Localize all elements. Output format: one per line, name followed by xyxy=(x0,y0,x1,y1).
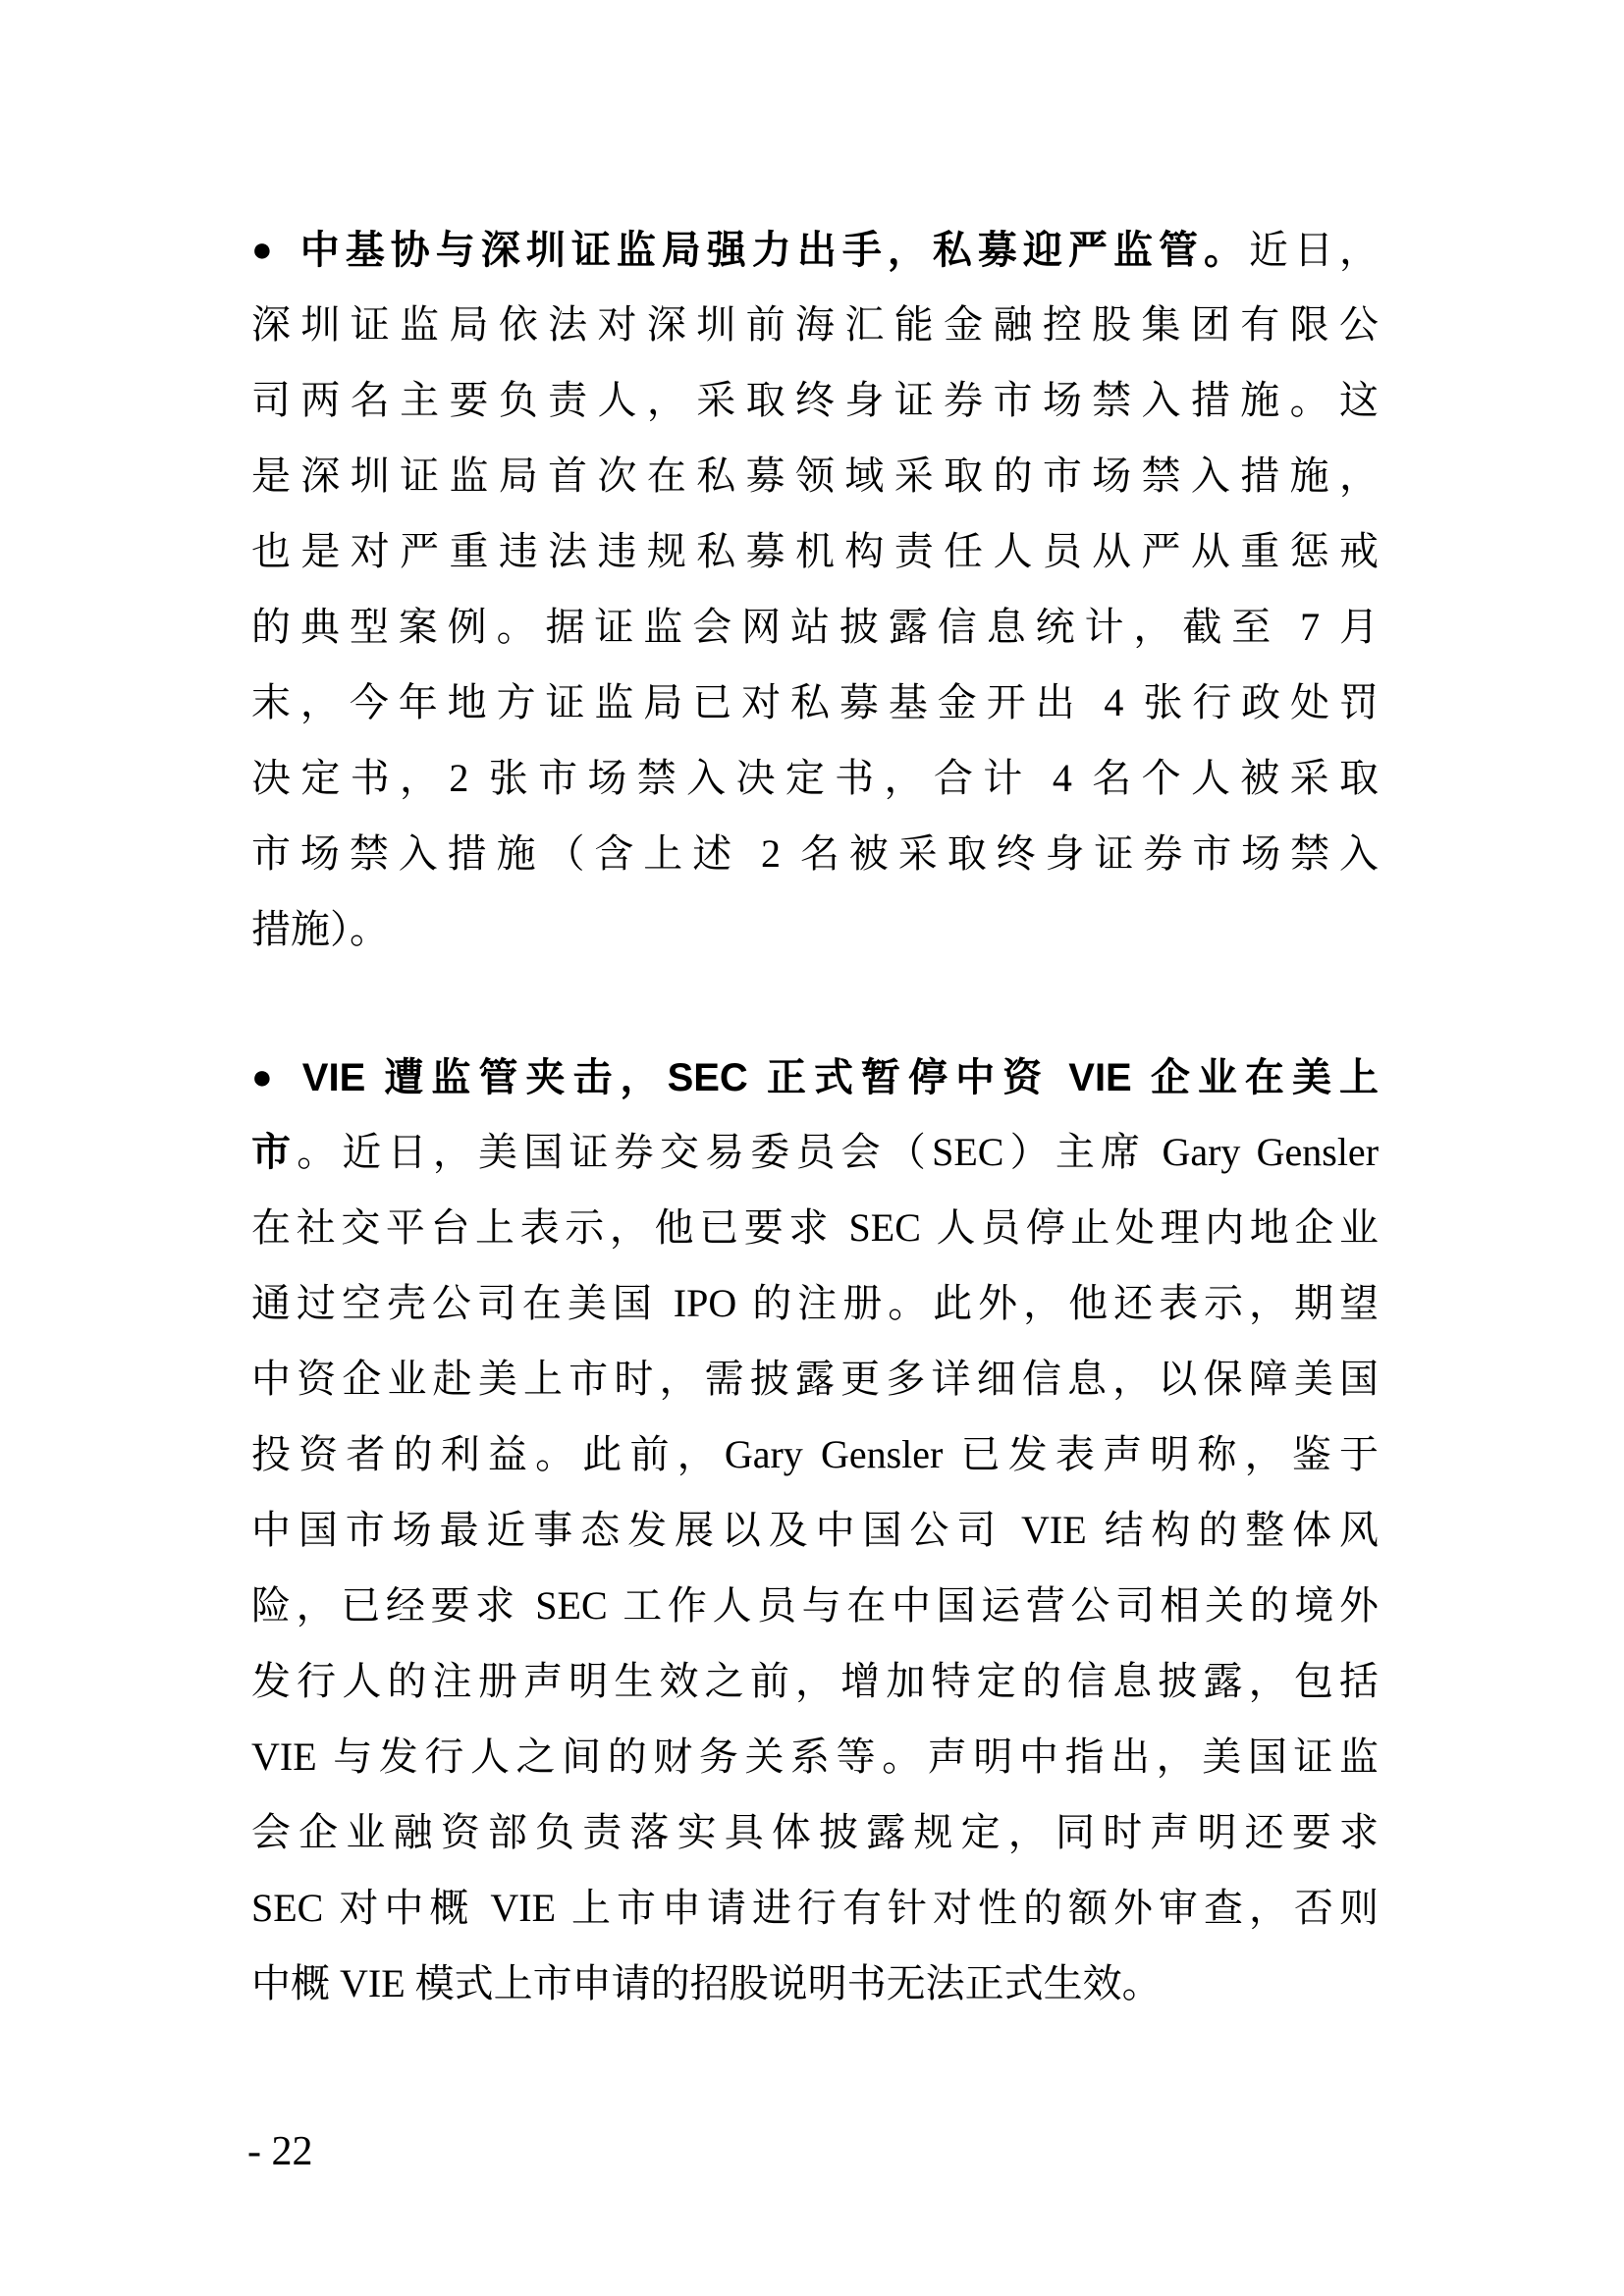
body-text: 司两名主要负责人，采取终身证券市场禁入措施。这 xyxy=(251,378,1379,422)
bullet-paragraph-private-fund-regulation xyxy=(251,211,1379,967)
body-text: 市场禁入措施（含上述 2 名被采取终身证券市场禁入 xyxy=(251,831,1379,876)
body-text: 发行人的注册声明生效之前，增加特定的信息披露，包括 xyxy=(251,1659,1379,1703)
text-line xyxy=(251,1265,1379,1341)
paragraph-heading: VIE 遭监管夹击，SEC 正式暂停中资 VIE 企业在美上 xyxy=(301,1056,1379,1099)
text-line xyxy=(251,211,1379,287)
text-line xyxy=(251,1416,1379,1492)
page-number: - 22 xyxy=(247,2129,313,2174)
body-text: 中资企业赴美上市时，需披露更多详细信息，以保障美国 xyxy=(251,1357,1379,1401)
text-line xyxy=(251,438,1379,513)
text-line xyxy=(251,1946,1379,2021)
text-line xyxy=(251,362,1379,438)
body-text: 险，已经要求 SEC 工作人员与在中国运营公司相关的境外 xyxy=(251,1583,1379,1628)
bullet-icon: ● xyxy=(251,1056,281,1096)
text-line xyxy=(251,1190,1379,1265)
text-line xyxy=(251,816,1379,891)
text-line xyxy=(251,1870,1379,1946)
body-text: 决定书，2 张市场禁入决定书，合计 4 名个人被采取 xyxy=(251,756,1379,800)
body-text: VIE 与发行人之间的财务关系等。声明中指出，美国证监 xyxy=(251,1735,1379,1779)
paragraph-heading: 中基协与深圳证监局强力出手，私募迎严监管。 xyxy=(299,229,1249,272)
text-line xyxy=(251,740,1379,816)
text-line xyxy=(251,1643,1379,1719)
text-line xyxy=(251,1719,1379,1794)
body-text: 通过空壳公司在美国 IPO 的注册。此外，他还表示，期望 xyxy=(251,1281,1379,1325)
body-text: 中概 VIE 模式上市申请的招股说明书无法正式生效。 xyxy=(251,1961,1162,2005)
body-text: 是深圳证监局首次在私募领域采取的市场禁入措施， xyxy=(251,454,1379,498)
bullet-icon: ● xyxy=(251,229,279,269)
body-text: 措施）。 xyxy=(251,907,389,951)
body-text: 的典型案例。据证监会网站披露信息统计，截至 7 月 xyxy=(251,605,1379,649)
body-text: 深圳证监局依法对深圳前海汇能金融控股集团有限公 xyxy=(251,302,1379,347)
text-line xyxy=(251,589,1379,665)
body-text: 投资者的利益。此前，Gary Gensler 已发表声明称，鉴于 xyxy=(251,1432,1379,1476)
body-text: SEC 对中概 VIE 上市申请进行有针对性的额外审查，否则 xyxy=(251,1886,1379,1930)
text-line xyxy=(251,891,1379,967)
bullet-paragraph-vie-sec xyxy=(251,1039,1379,2021)
text-line xyxy=(251,1114,1379,1190)
text-line xyxy=(251,1492,1379,1568)
body-text: 。近日，美国证券交易委员会（SEC）主席 Gary Gensler xyxy=(297,1130,1379,1174)
text-line xyxy=(251,1341,1379,1416)
text-line xyxy=(251,287,1379,362)
body-text: 近日， xyxy=(1248,228,1379,272)
content-area xyxy=(251,211,1379,2021)
body-text: 也是对严重违法违规私募机构责任人员从严从重惩戒 xyxy=(251,529,1379,573)
body-text: 末，今年地方证监局已对私募基金开出 4 张行政处罚 xyxy=(251,680,1379,724)
text-line xyxy=(251,1568,1379,1643)
body-text: 中国市场最近事态发展以及中国公司 VIE 结构的整体风 xyxy=(251,1508,1379,1552)
text-line xyxy=(251,1039,1379,1114)
body-text: 在社交平台上表示，他已要求 SEC 人员停止处理内地企业 xyxy=(251,1205,1379,1250)
text-line xyxy=(251,513,1379,589)
body-text: 会企业融资部负责落实具体披露规定，同时声明还要求 xyxy=(251,1810,1379,1854)
text-line xyxy=(251,1794,1379,1870)
paragraph-heading: 市 xyxy=(251,1131,298,1174)
text-line xyxy=(251,665,1379,740)
